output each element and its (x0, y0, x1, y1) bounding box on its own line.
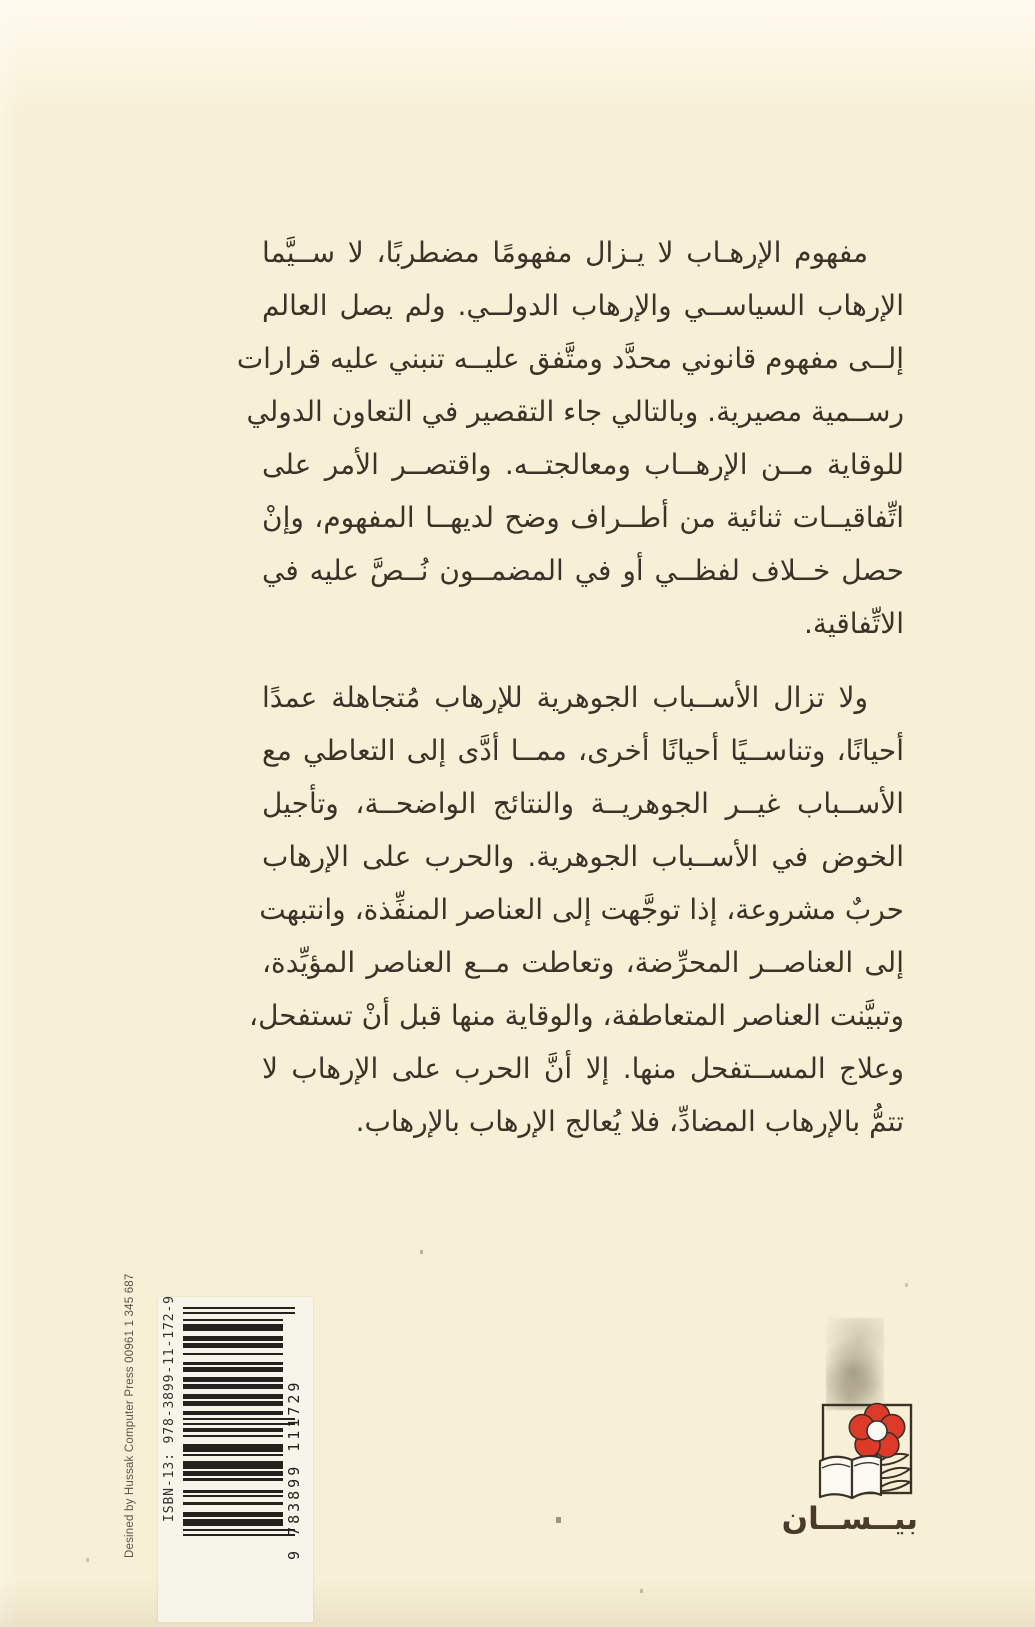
text-line: للوقاية مــن الإرهــاب ومعالجتــه. واقتصــر الأمر على (262, 448, 904, 481)
flower-icon (849, 1404, 904, 1458)
isbn-text: ISBN-13: 978-3899-11-172-9 (162, 1295, 177, 1522)
text-line: الاتِّفاقية. (804, 607, 904, 640)
text-line: إلــى مفهوم قانوني محدَّد ومتَّفق عليــه تنبني عليه قرارات (236, 342, 904, 375)
text-line: مفهوم الإرهـاب لا يـزال مفهومًا مضطربًا، لا ســيَّما (262, 236, 868, 269)
cover-text-block (236, 226, 904, 1148)
text-line: أحيانًا، وتناســيًا أحيانًا أخرى، ممــا أدَّى إلى التعاطي مع (262, 734, 904, 767)
publisher-wordmark: بيــســان (781, 1501, 918, 1537)
text-line: الخوض في الأســباب الجوهرية. والحرب على الإرهاب (262, 840, 904, 873)
publisher-logo (781, 1400, 918, 1537)
text-line: حربٌ مشروعة، إذا توجَّهت إلى العناصر المنفِّذة، وانتبهت (259, 893, 904, 926)
text-line: وعلاج المســتفحل منها. إلا أنَّ الحرب على الإرهاب لا (262, 1052, 904, 1085)
paper-specks (0, 0, 3, 4)
paragraph-2 (249, 671, 904, 1148)
text-line: رســمية مصيرية. وبالتالي جاء التقصير في التعاون الدولي (246, 395, 904, 428)
open-book-icon (820, 1456, 881, 1498)
text-line: حصل خــلاف لفظــي أو في المضمــون نُــصَّ عليه في (262, 554, 904, 587)
ink-smudge (826, 1318, 884, 1410)
barcode (158, 1297, 313, 1622)
text-line: تتمُّ بالإرهاب المضادِّ، فلا يُعالج الإرهاب بالإرهاب. (355, 1105, 904, 1138)
text-line: الأســباب غيــر الجوهريــة والنتائج الواضحــة، وتأجيل (262, 787, 904, 820)
text-line: الإرهاب السياســي والإرهاب الدولــي. ولم يصل العالم (262, 289, 904, 322)
leaves-icon (879, 1454, 910, 1491)
barcode-bars-icon (183, 1307, 297, 1536)
barcode-digits: 9 783899 111729 (285, 1379, 303, 1560)
text-line: اتِّفاقيــات ثنائية من أطــراف وضح لديهــا المفهوم، وإنْ (262, 501, 904, 534)
designer-credit (124, 1273, 144, 1558)
designer-credit-text: Desined by Hussak Computer Press 00961 1 345 687 (124, 1273, 136, 1558)
paragraph-1 (236, 226, 904, 650)
publisher-logo-icon (812, 1400, 918, 1500)
barcode-label (158, 1297, 313, 1622)
text-line: ولا تزال الأســباب الجوهرية للإرهاب مُتجاهلة عمدًا (262, 681, 868, 714)
text-line: وتبيَّنت العناصر المتعاطفة، والوقاية منها قبل أنْ تستفحل، (249, 999, 904, 1032)
text-line: إلى العناصــر المحرِّضة، وتعاطت مــع العناصر المؤيِّدة، (262, 946, 904, 979)
